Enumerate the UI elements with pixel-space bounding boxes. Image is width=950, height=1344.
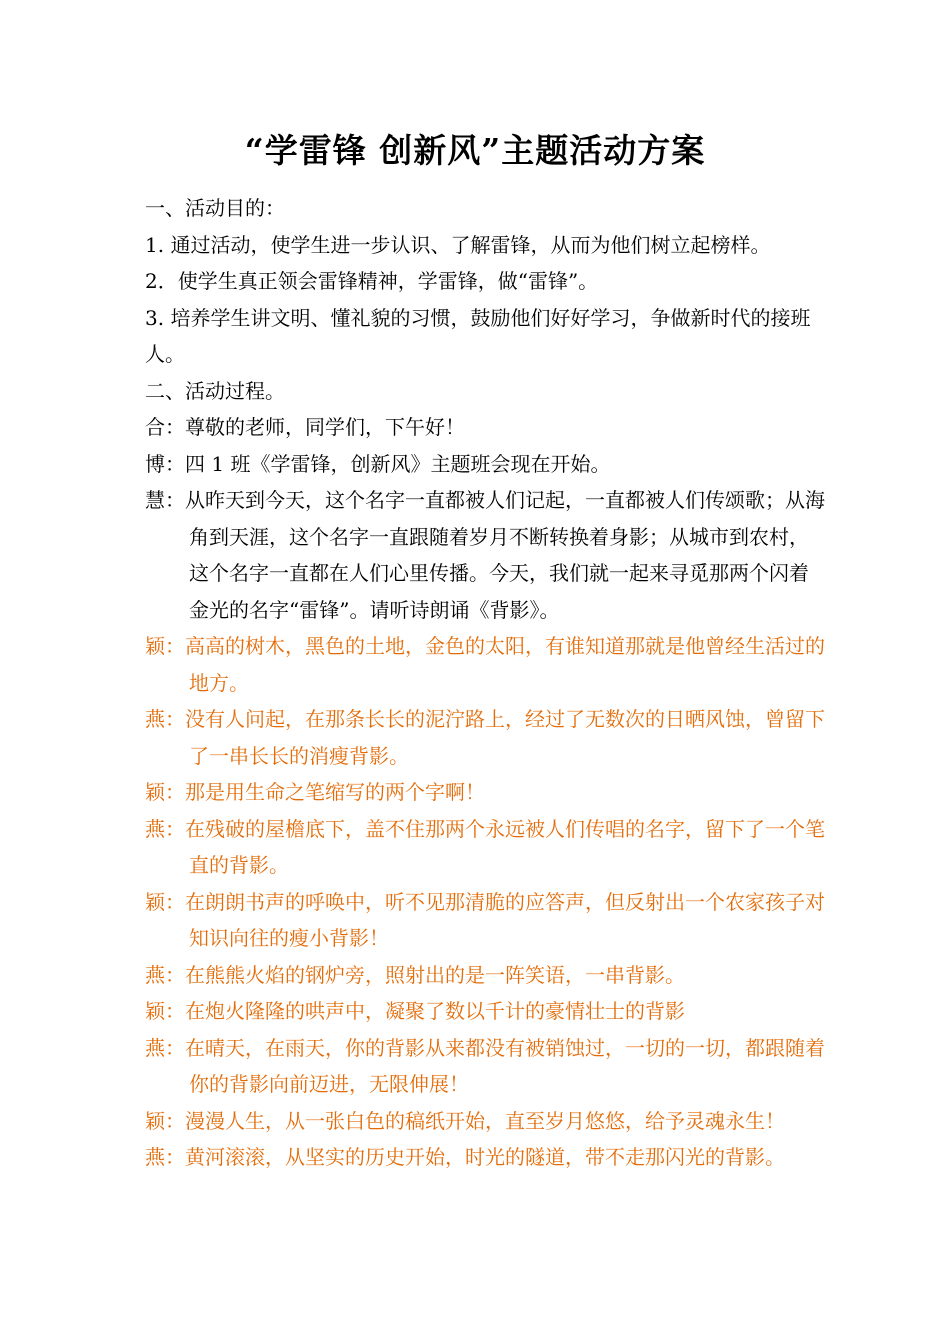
poem-line-yan-4: 燕：在晴天，在雨天，你的背影从来都没有被销蚀过，一切的一切，都跟随着你的背影向前迈进，无限伸展！ — [145, 1035, 825, 1096]
script-line-hui: 慧：从昨天到今天，这个名字一直都被人们记起，一直都被人们传颂歌；从海角到天涯，这个名字一直跟随着岁月不断转换着身影；从城市到农村，这个名字一直都在人们心里传播。今天，我们就一起来寻觅那两个闪着金光的名字“雷锋”。请听诗朗诵《背影》。 — [145, 488, 825, 622]
poem-line-yan-3: 燕：在熊熊火焰的钢炉旁，照射出的是一阵笑语，一串背影。 — [145, 962, 685, 987]
purpose-heading: 一、活动目的： — [145, 196, 285, 220]
poem-line-yan-5: 燕：黄河滚滚，从坚实的历史开始，时光的隧道，带不走那闪光的背影。 — [145, 1145, 785, 1169]
document-body — [145, 190, 825, 1176]
poem-line-ying-4: 颖：在炮火隆隆的哄声中，凝聚了数以千计的豪情壮士的背影 — [145, 999, 685, 1023]
purpose-item-1: 1. 通过活动，使学生进一步认识、了解雷锋，从而为他们树立起榜样。 — [145, 232, 771, 257]
script-line-he: 合：尊敬的老师，同学们，下午好！ — [145, 415, 465, 439]
poem-line-ying-1: 颖：高高的树木，黑色的土地，金色的太阳，有谁知道那就是他曾经生活过的地方。 — [145, 634, 825, 695]
poem-line-ying-5: 颖：漫漫人生，从一张白色的稿纸开始，直至岁月悠悠，给予灵魂永生！ — [145, 1108, 785, 1133]
poem-line-ying-3: 颖：在朗朗书声的呼唤中，听不见那清脆的应答声，但反射出一个农家孩子对知识向往的瘦小背影！ — [145, 889, 825, 950]
purpose-item-2: 2．使学生真正领会雷锋精神，学雷锋，做“雷锋”。 — [145, 269, 599, 293]
document-title: “学雷锋 创新风”主题活动方案 — [244, 131, 706, 170]
process-heading: 二、活动过程。 — [145, 378, 285, 403]
poem-line-yan-2: 燕：在残破的屋檐底下，盖不住那两个永远被人们传唱的名字，留下了一个笔直的背影。 — [145, 816, 825, 877]
script-line-bo: 博：四 1 班《学雷锋，创新风》主题班会现在开始。 — [145, 451, 611, 476]
poem-line-yan-1: 燕：没有人问起，在那条长长的泥泞路上，经过了无数次的日晒风蚀，曾留下了一串长长的消瘦背影。 — [145, 707, 825, 768]
purpose-item-3: 3. 培养学生讲文明、懂礼貌的习惯，鼓励他们好好学习，争做新时代的接班人。 — [145, 305, 811, 366]
poem-line-ying-2: 颖：那是用生命之笔缩写的两个字啊！ — [145, 780, 485, 804]
